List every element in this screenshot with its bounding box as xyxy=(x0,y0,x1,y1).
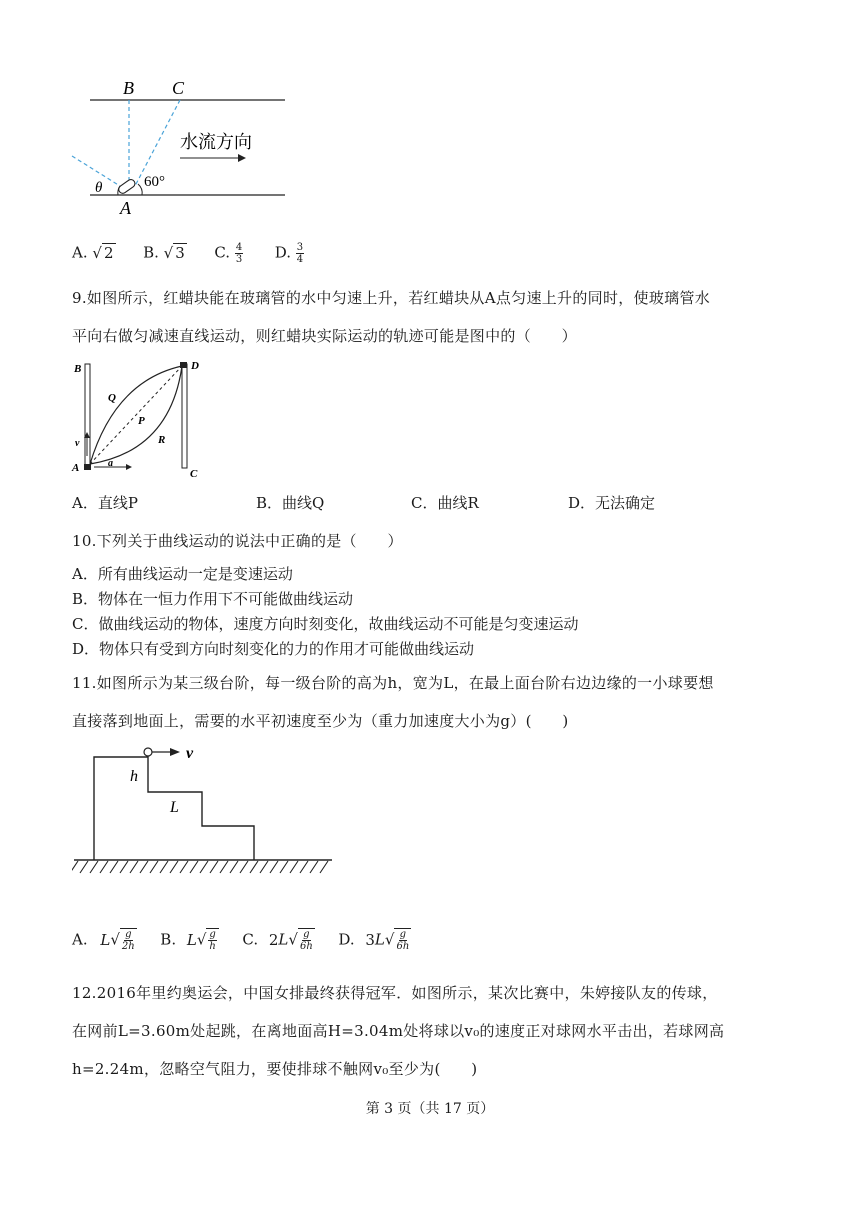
q8-option-a-value: 2 xyxy=(103,243,114,262)
label-flow: 水流方向 xyxy=(180,132,252,152)
q11-option-a-letter: A. xyxy=(72,930,88,949)
ground-hatch-line xyxy=(200,861,208,873)
ground-hatch-line xyxy=(160,861,168,873)
q8-options xyxy=(72,242,304,265)
q10-option-c: C．做曲线运动的物体，速度方向时刻变化，故曲线运动不可能是匀变速运动 xyxy=(72,615,579,633)
ground-hatch-line xyxy=(270,861,278,873)
q12-stem-line2: 在网前L=3.60m处起跳，在离地面高H=3.04m处将球以v₀的速度正对球网水平击出，若球网高 xyxy=(72,1022,725,1040)
ground-hatch-line xyxy=(140,861,148,873)
q11-c-l: L xyxy=(278,930,289,949)
glass-tube-figure xyxy=(70,356,210,480)
q9-stem-line2: 平向右做匀减速直线运动，则红蜡块实际运动的轨迹可能是图中的（ ） xyxy=(72,327,577,345)
label-c: C xyxy=(172,78,185,98)
ground-hatch-line xyxy=(230,861,238,873)
q9-option-d: D．无法确定 xyxy=(568,494,656,512)
stairs-figure xyxy=(72,742,342,880)
q12-stem-line1: 12.2016年里约奥运会，中国女排最终获得冠军．如图所示，某次比赛中，朱婷接队友的传球， xyxy=(72,984,718,1002)
ground-hatch-line xyxy=(300,861,308,873)
q8-c-den: 3 xyxy=(235,254,243,265)
q9-stem-line1: 9.如图所示，红蜡块能在玻璃管的水中匀速上升，若红蜡块从A点匀速上升的同时，使玻璃管水 xyxy=(72,289,711,307)
q11-c-num: g xyxy=(303,929,310,940)
q11-d-num: g xyxy=(399,929,407,940)
q11-a-num: g xyxy=(125,929,132,940)
fig11-label-l: L xyxy=(170,799,179,816)
q11-options xyxy=(72,928,411,952)
ground-hatch-line xyxy=(170,861,178,873)
q9-option-b: B．曲线Q xyxy=(256,494,325,512)
q11-d-den: 6h xyxy=(396,941,410,952)
ground-hatch-line xyxy=(190,861,198,873)
q10-stem: 10.下列关于曲线运动的说法中正确的是（ ） xyxy=(72,532,403,550)
ground-hatch-line xyxy=(110,861,118,873)
ground-hatch-line xyxy=(310,861,318,873)
q11-a-den: 2h xyxy=(121,941,135,952)
ground-hatch-line xyxy=(180,861,188,873)
fig9-label-a-point: A xyxy=(72,462,80,474)
q11-d-sqrt: √ $\frac{g}{6h}$ xyxy=(384,929,410,952)
q8-option-a-sqrt: √ 2 xyxy=(92,243,114,262)
q9-option-a: A．直线P xyxy=(72,494,138,512)
q11-d-coef: 3 xyxy=(365,930,375,949)
q10-option-b: B．物体在一恒力作用下不可能做曲线运动 xyxy=(72,590,354,608)
q11-b-num: g xyxy=(209,929,216,940)
q8-option-a-letter: A. xyxy=(72,243,88,262)
ground-hatch-line xyxy=(240,861,248,873)
fig9-label-c: C xyxy=(190,468,198,480)
q11-option-d-letter: D. xyxy=(338,930,355,949)
q11-b-den: h xyxy=(209,941,216,952)
q11-b-sqrt: √ $\frac{g}{h}$ xyxy=(197,928,219,952)
q10-option-d: D．物体只有受到方向时刻变化的力的作用才可能做曲线运动 xyxy=(72,640,475,658)
q11-a-sqrt: √ $\frac{g}{2h}$ xyxy=(110,929,135,952)
q10-option-a: A．所有曲线运动一定是变速运动 xyxy=(72,565,293,583)
fig9-label-b: B xyxy=(74,363,82,375)
q11-option-c-letter: C. xyxy=(242,930,259,949)
q8-c-num: 4 xyxy=(235,242,243,253)
fig9-label-accel: a xyxy=(108,458,113,469)
ground-hatch-line xyxy=(80,861,88,873)
label-b: B xyxy=(123,78,134,98)
q8-option-d-letter: D. xyxy=(274,243,292,262)
fig9-label-d: D xyxy=(191,360,199,372)
ground-hatch-line xyxy=(90,861,98,873)
q11-d-l: L xyxy=(374,930,385,949)
q8-option-d-fraction xyxy=(296,242,304,265)
ground-hatch-line xyxy=(210,861,218,873)
ground-hatch-line xyxy=(120,861,128,873)
ground-hatch-line xyxy=(290,861,298,873)
q11-stem-line2: 直接落到地面上，需要的水平初速度至少为（重力加速度大小为g）( ) xyxy=(72,712,569,730)
ground-hatch-line xyxy=(100,861,108,873)
q8-d-num: 3 xyxy=(296,242,304,253)
ground-hatch-line xyxy=(280,861,288,873)
q11-c-sqrt: √ $\frac{g}{6h}$ xyxy=(288,929,313,952)
label-a: A xyxy=(120,198,131,218)
q8-option-c-fraction xyxy=(235,242,243,265)
page-footer: 第 3 页（共 17 页） xyxy=(365,1101,495,1117)
q8-option-b-letter: B. xyxy=(143,243,159,262)
fig11-label-h: h xyxy=(130,768,138,785)
ground-hatch-line xyxy=(220,861,228,873)
q11-c-den: 6h xyxy=(299,941,313,952)
q11-c-coef: 2 xyxy=(268,930,279,949)
fig9-label-r: R xyxy=(158,434,166,446)
fig9-label-p: P xyxy=(138,415,145,427)
label-theta: θ xyxy=(95,180,103,196)
q8-option-b-value: 3 xyxy=(175,243,185,262)
fig9-label-q: Q xyxy=(108,392,116,404)
fig9-label-v: v xyxy=(75,438,80,449)
ground-hatch-line xyxy=(72,861,78,873)
ground-hatch-line xyxy=(260,861,268,873)
ground-hatch-line xyxy=(250,861,258,873)
label-angle: 60° xyxy=(144,174,165,190)
ground-hatch-line xyxy=(320,861,328,873)
river-crossing-figure xyxy=(60,74,300,220)
q8-option-b-sqrt: √ 3 xyxy=(163,243,185,262)
q9-option-c: C．曲线R xyxy=(411,494,479,512)
q11-a-l: L xyxy=(100,930,111,949)
q8-d-den: 4 xyxy=(296,254,304,265)
q8-option-c-letter: C. xyxy=(214,243,231,262)
ground-hatch-line xyxy=(150,861,158,873)
q11-option-b-letter: B. xyxy=(160,930,177,949)
q12-stem-line3: h=2.24m，忽略空气阻力，要使排球不触网v₀至少为( ) xyxy=(72,1060,478,1078)
ground-hatch-line xyxy=(130,861,138,873)
fig11-label-v: v xyxy=(186,745,194,762)
q11-stem-line1: 11.如图所示为某三级台阶，每一级台阶的高为h，宽为L，在最上面台阶右边边缘的一小球要想 xyxy=(72,674,714,692)
q11-b-l: L xyxy=(186,930,197,949)
